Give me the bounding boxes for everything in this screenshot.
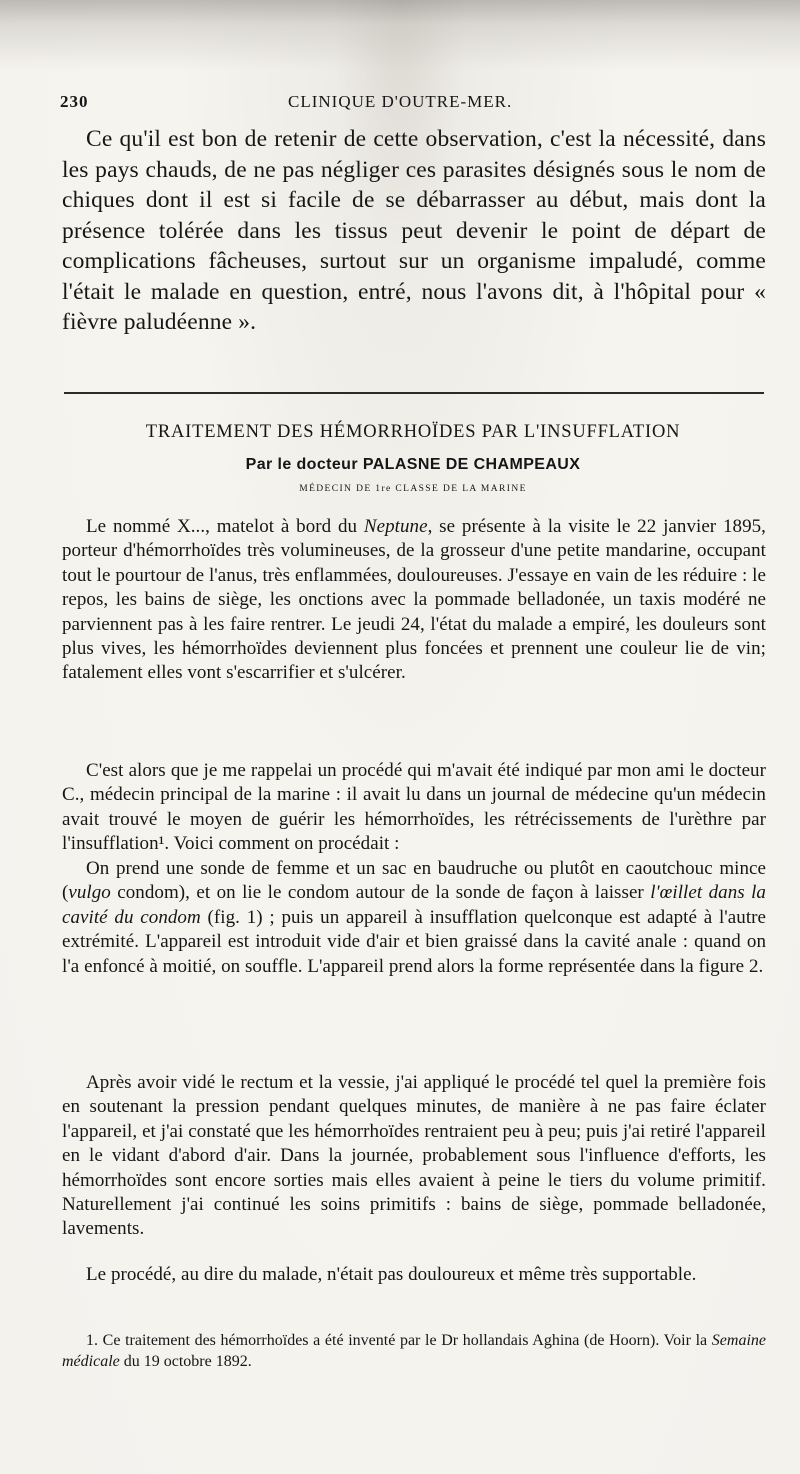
footnote-text-b: du 19 octobre 1892. <box>119 1353 252 1370</box>
article-byline: Par le docteur PALASNE DE CHAMPEAUX <box>245 456 581 473</box>
author-rank: MÉDECIN DE 1re CLASSE DE LA MARINE <box>299 484 527 494</box>
body-paragraph-2: C'est alors que je me rappelai un procédé qui m'avait été indiqué par mon ami le docteur C., médecin principal de la marine : il avait lu dans un journal de médecine qu'un médecin avait trouvé le moyen de guérir les hémorrhoïdes, les rétrécissements de l'urèthre par l'insufflation¹. Voici comment on procédait : <box>62 760 766 855</box>
body-paragraph-5: Le procédé, au dire du malade, n'était pas douloureux et même très supportable. <box>86 1264 697 1285</box>
p3-text-a: On prend une sonde de femme et un sac en baudruche ou plutôt en caoutchouc mince ( <box>62 858 766 904</box>
p3-vulgo: vulgo <box>68 882 111 904</box>
p1-text-b: , se présente à la visite le 22 janvier 1895, porteur d'hémorrhoïdes très volumineuses, de la grosseur d'une petite mandarine, occupant tout le pourtour de l'anus, très enflammées, douloureuses. J'essaye en vain de les réduire : le repos, les bains de siège, les onctions avec la pommade belladonée, un taxis modéré ne parviennent pas à les faire rentrer. Le jeudi 24, l'état du malade a empiré, les douleurs sont plus vives, les hémorrhoïdes deviennent plus foncées et prennent une couleur lie de vin; fatalement elles vont s'escarrifier et s'ulcérer. <box>62 516 766 684</box>
section-divider <box>64 392 764 394</box>
p3-oeillet: l'œillet dans la cavité du condom <box>62 882 766 928</box>
body-paragraph-1 <box>62 515 766 686</box>
p3-text-b: condom), et on lie le condom autour de la sonde de façon à laisser <box>110 882 651 904</box>
footnote <box>62 1330 766 1372</box>
page-number: 230 <box>60 92 89 111</box>
p1-text-a: Le nommé X..., matelot à bord du <box>86 516 364 537</box>
p3-text-c: (fig. 1) ; puis un appareil à insufflation quelconque est adapté à l'autre extrémité. L'appareil est introduit vide d'air et bien graissé dans la cavité anale : quand on l'a enfoncé à moitié, on souffle. L'appareil prend alors la forme représentée dans la figure 2. <box>62 906 767 977</box>
running-header <box>60 92 760 114</box>
footnote-text-a: 1. Ce traitement des hémorrhoïdes a été inventé par le Dr hollandais Aghina (de Hoorn). Voir la <box>86 1332 712 1349</box>
intro-paragraph: Ce qu'il est bon de retenir de cette observation, c'est la nécessité, dans les pays chauds, de ne pas négliger ces parasites désignés sous le nom de chiques dont il est si facile de se débarrasser au début, mais dont la présence tolérée dans les tissus peut devenir le point de départ de complications fâcheuses, surtout sur un organisme impaludé, comme l'était le malade en question, entré, nous l'avons dit, à l'hôpital pour « fièvre paludéenne ». <box>62 126 766 335</box>
article-title: TRAITEMENT DES HÉMORRHOÏDES PAR L'INSUFFLATION <box>145 422 681 442</box>
body-paragraph-3 <box>62 857 766 979</box>
ship-name: Neptune <box>363 516 428 537</box>
body-paragraph-4: Après avoir vidé le rectum et la vessie, j'ai appliqué le procédé tel quel la première fois en soutenant la pression pendant quelques minutes, de manière à ne pas faire éclater l'appareil, et j'ai constaté que les hémorrhoïdes rentraient peu à peu; puis j'ai retiré l'appareil en le vidant d'abord d'air. Dans la journée, probablement sous l'influence d'efforts, les hémorrhoïdes sont encore sorties mais elles avaient à peine le tiers du volume primitif. Naturellement j'ai continué les soins primitifs : bains de siège, pommade belladonée, lavements. <box>62 1072 766 1240</box>
running-title: CLINIQUE D'OUTRE-MER. <box>288 92 513 111</box>
footnote-journal: Semaine médicale <box>62 1332 766 1370</box>
page-edge-shadow <box>0 0 800 70</box>
